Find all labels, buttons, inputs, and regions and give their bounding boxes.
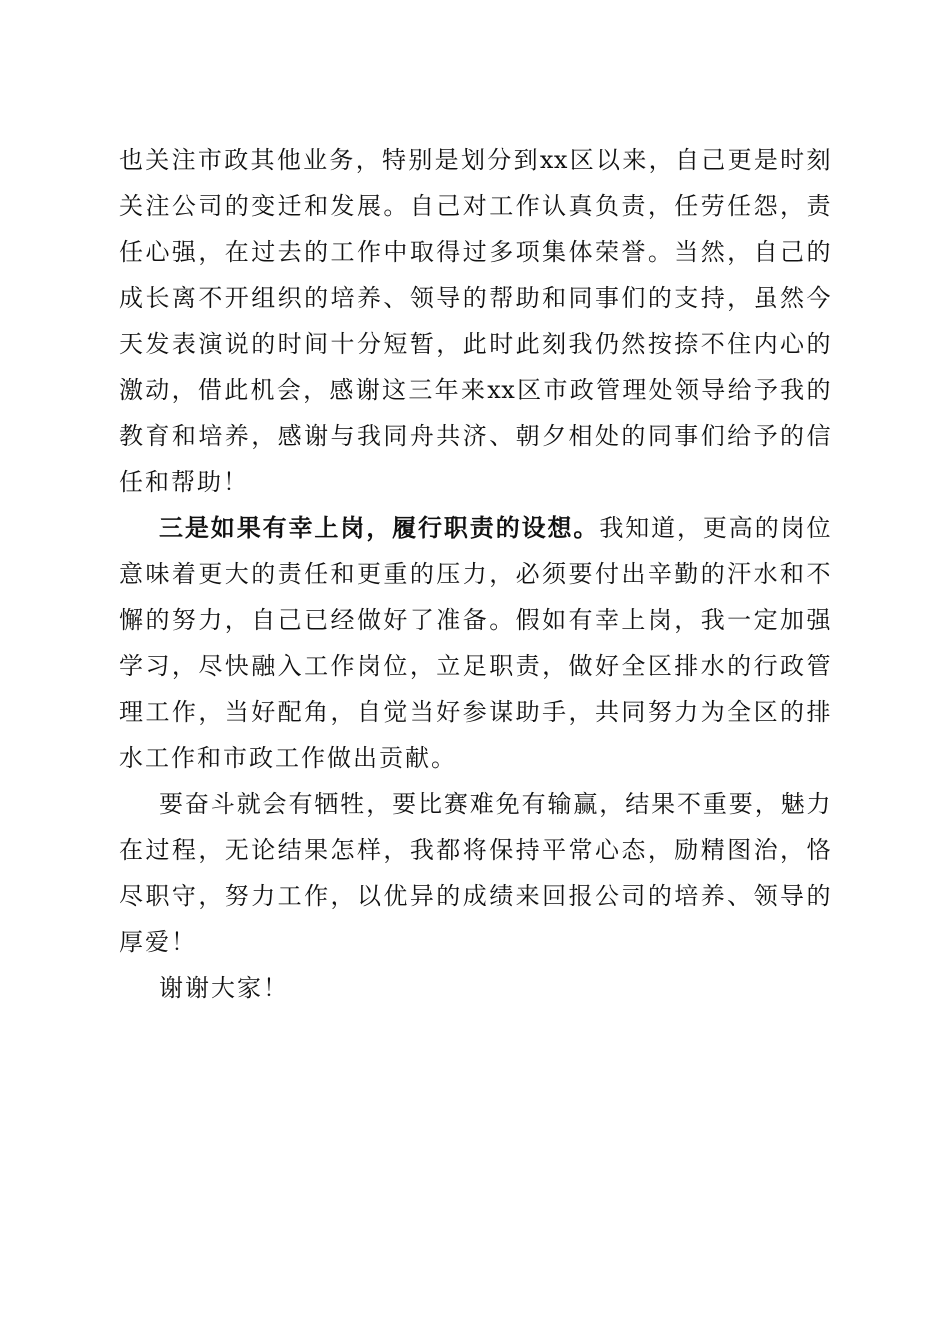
paragraph-1-line-7: 教育和培养，感谢与我同舟共济、朝夕相处的同事们给予的信 xyxy=(119,422,831,450)
paragraph-1-line-2: 关注公司的变迁和发展。自己对工作认真负责，任劳任怨，责 xyxy=(119,192,831,220)
paragraph-1-line-4: 成长离不开组织的培养、领导的帮助和同事们的支持，虽然今 xyxy=(119,284,831,312)
closing-line: 谢谢大家！ xyxy=(159,974,289,1002)
paragraph-3-line-3: 尽职守，努力工作，以优异的成绩来回报公司的培养、领导的 xyxy=(119,882,831,910)
paragraph-2-line-5: 理工作，当好配角，自觉当好参谋助手，共同努力为全区的排 xyxy=(119,698,831,726)
paragraph-2-line-6: 水工作和市政工作做出贡献。 xyxy=(119,744,457,772)
paragraph-2-first-line-rest: 我知道，更高的岗位 xyxy=(599,514,832,542)
paragraph-1-line-8: 任和帮助！ xyxy=(119,468,249,496)
paragraph-3-line-1: 要奋斗就会有牺牲，要比赛难免有输赢，结果不重要，魅力 xyxy=(159,790,831,818)
paragraph-2-line-4: 学习，尽快融入工作岗位，立足职责，做好全区排水的行政管 xyxy=(119,652,831,680)
paragraph-1-line-3: 任心强，在过去的工作中取得过多项集体荣誉。当然，自己的 xyxy=(119,238,831,266)
paragraph-1-line-1: 也关注市政其他业务，特别是划分到xx区以来，自己更是时刻 xyxy=(119,146,831,174)
paragraph-1-line-5: 天发表演说的时间十分短暂，此时此刻我仍然按捺不住内心的 xyxy=(119,330,831,358)
paragraph-1-line-6: 激动，借此机会，感谢这三年来xx区市政管理处领导给予我的 xyxy=(119,376,831,404)
paragraph-2-line-1 xyxy=(159,506,831,550)
paragraph-2-line-3: 懈的努力，自己已经做好了准备。假如有幸上岗，我一定加强 xyxy=(119,606,831,634)
paragraph-3-line-4: 厚爱！ xyxy=(119,928,197,956)
paragraph-2-lead-heading: 三是如果有幸上岗，履行职责的设想。 xyxy=(159,513,600,542)
paragraph-2-line-2: 意味着更大的责任和更重的压力，必须要付出辛勤的汗水和不 xyxy=(119,560,831,588)
paragraph-3-line-2: 在过程，无论结果怎样，我都将保持平常心态，励精图治，恪 xyxy=(119,836,831,864)
